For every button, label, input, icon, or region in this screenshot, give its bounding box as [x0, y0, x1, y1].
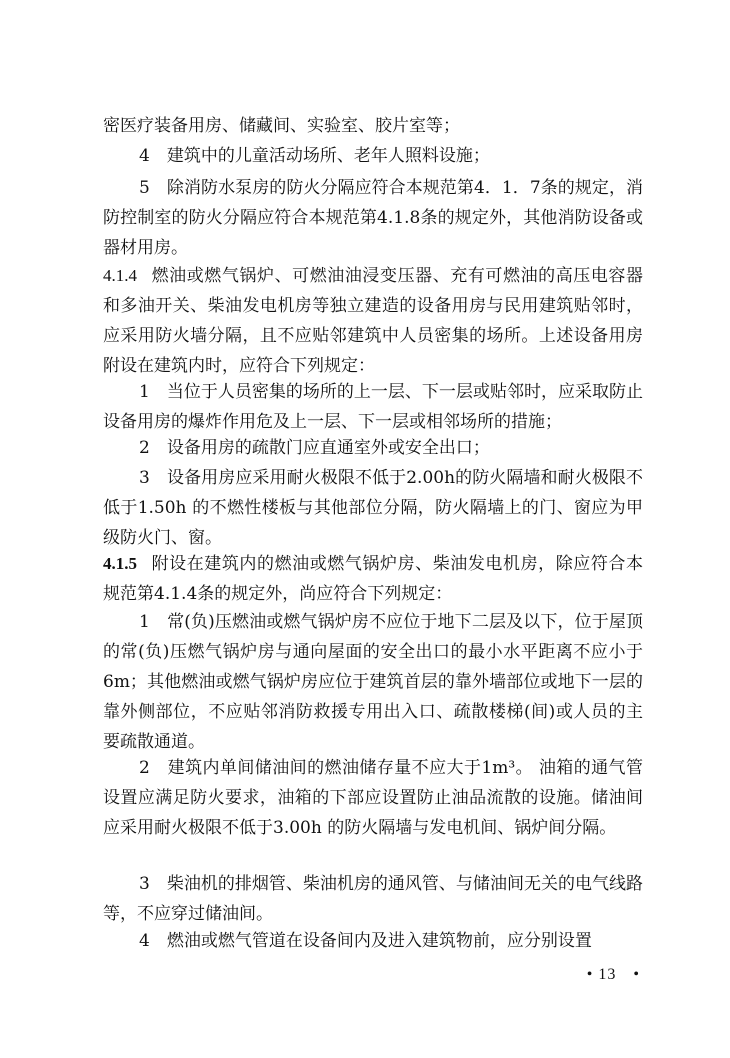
- paragraph-text: 1 当位于人员密集的场所的上一层、下一层或贴邻时，应采取防止设备用房的爆炸作用危及上一层、下一层或相邻场所的措施；: [103, 382, 643, 432]
- list-item-4: [103, 141, 643, 171]
- paragraph-text: 3 柴油机的排烟管、柴油机房的通风管、与储油间无关的电气线路等，不应穿过储油间。: [103, 874, 643, 924]
- paragraph-text: 附设在建筑内的燃油或燃气锅炉房、柴油发电机房，除应符合本规范第4.1.4条的规定外，尚应符合下列规定：: [103, 554, 643, 604]
- paragraph-continuation: [103, 111, 643, 141]
- list-item-2: [103, 433, 643, 463]
- list-item-2: [103, 753, 643, 843]
- list-item-4: [103, 926, 643, 956]
- paragraph-text: 4 建筑中的儿童活动场所、老年人照料设施；: [139, 146, 490, 166]
- paragraph-text: 密医疗装备用房、储藏间、实验室、胶片室等；: [103, 116, 460, 136]
- paragraph-text: 4 燃油或燃气管道在设备间内及进入建筑物前，应分别设置: [139, 931, 592, 951]
- page-number: • 13 •: [586, 966, 640, 983]
- clause-number: 4.1.4: [103, 266, 137, 285]
- clause-number: 4.1.5: [103, 554, 137, 573]
- paragraph-text: 燃油或燃气锅炉、可燃油油浸变压器、充有可燃油的高压电容器和多油开关、柴油发电机房等独立建造的设备用房与民用建筑贴邻时，应采用防火墙分隔，且不应贴邻建筑中人员密集的场所。上述设备用房附设在建筑内时，应符合下列规定：: [103, 266, 643, 376]
- list-item-3: [103, 869, 643, 929]
- list-item-1: [103, 377, 643, 437]
- clause-4-1-4: [103, 261, 643, 381]
- paragraph-text: 2 建筑内单间储油间的燃油储存量不应大于1m³。 油箱的通气管设置应满足防火要求，油箱的下部应设置防止油品流散的设施。储油间应采用耐火极限不低于3.00h 的防火隔墙与发电机间、锅炉间分隔。: [103, 758, 643, 838]
- list-item-1: [103, 607, 643, 757]
- list-item-3: [103, 463, 643, 553]
- paragraph-text: 5 除消防水泵房的防火分隔应符合本规范第4．1．7条的规定，消防控制室的防火分隔应符合本规范第4.1.8条的规定外，其他消防设备或器材用房。: [103, 178, 643, 258]
- paragraph-text: 2 设备用房的疏散门应直通室外或安全出口；: [139, 438, 490, 458]
- paragraph-text: 3 设备用房应采用耐火极限不低于2.00h的防火隔墙和耐火极限不低于1.50h 的不燃性楼板与其他部位分隔，防火隔墙上的门、窗应为甲级防火门、窗。: [103, 468, 643, 548]
- clause-4-1-5: [103, 549, 643, 609]
- paragraph-text: 1 常(负)压燃油或燃气锅炉房不应位于地下二层及以下，位于屋顶的常(负)压燃气锅炉房与通向屋面的安全出口的最小水平距离不应小于6m；其他燃油或燃气锅炉房应位于建筑首层的靠外墙部位或地下一层的靠外侧部位，不应贴邻消防救援专用出入口、疏散楼梯(间)或人员的主要疏散通道。: [103, 612, 643, 752]
- list-item-5: [103, 173, 643, 263]
